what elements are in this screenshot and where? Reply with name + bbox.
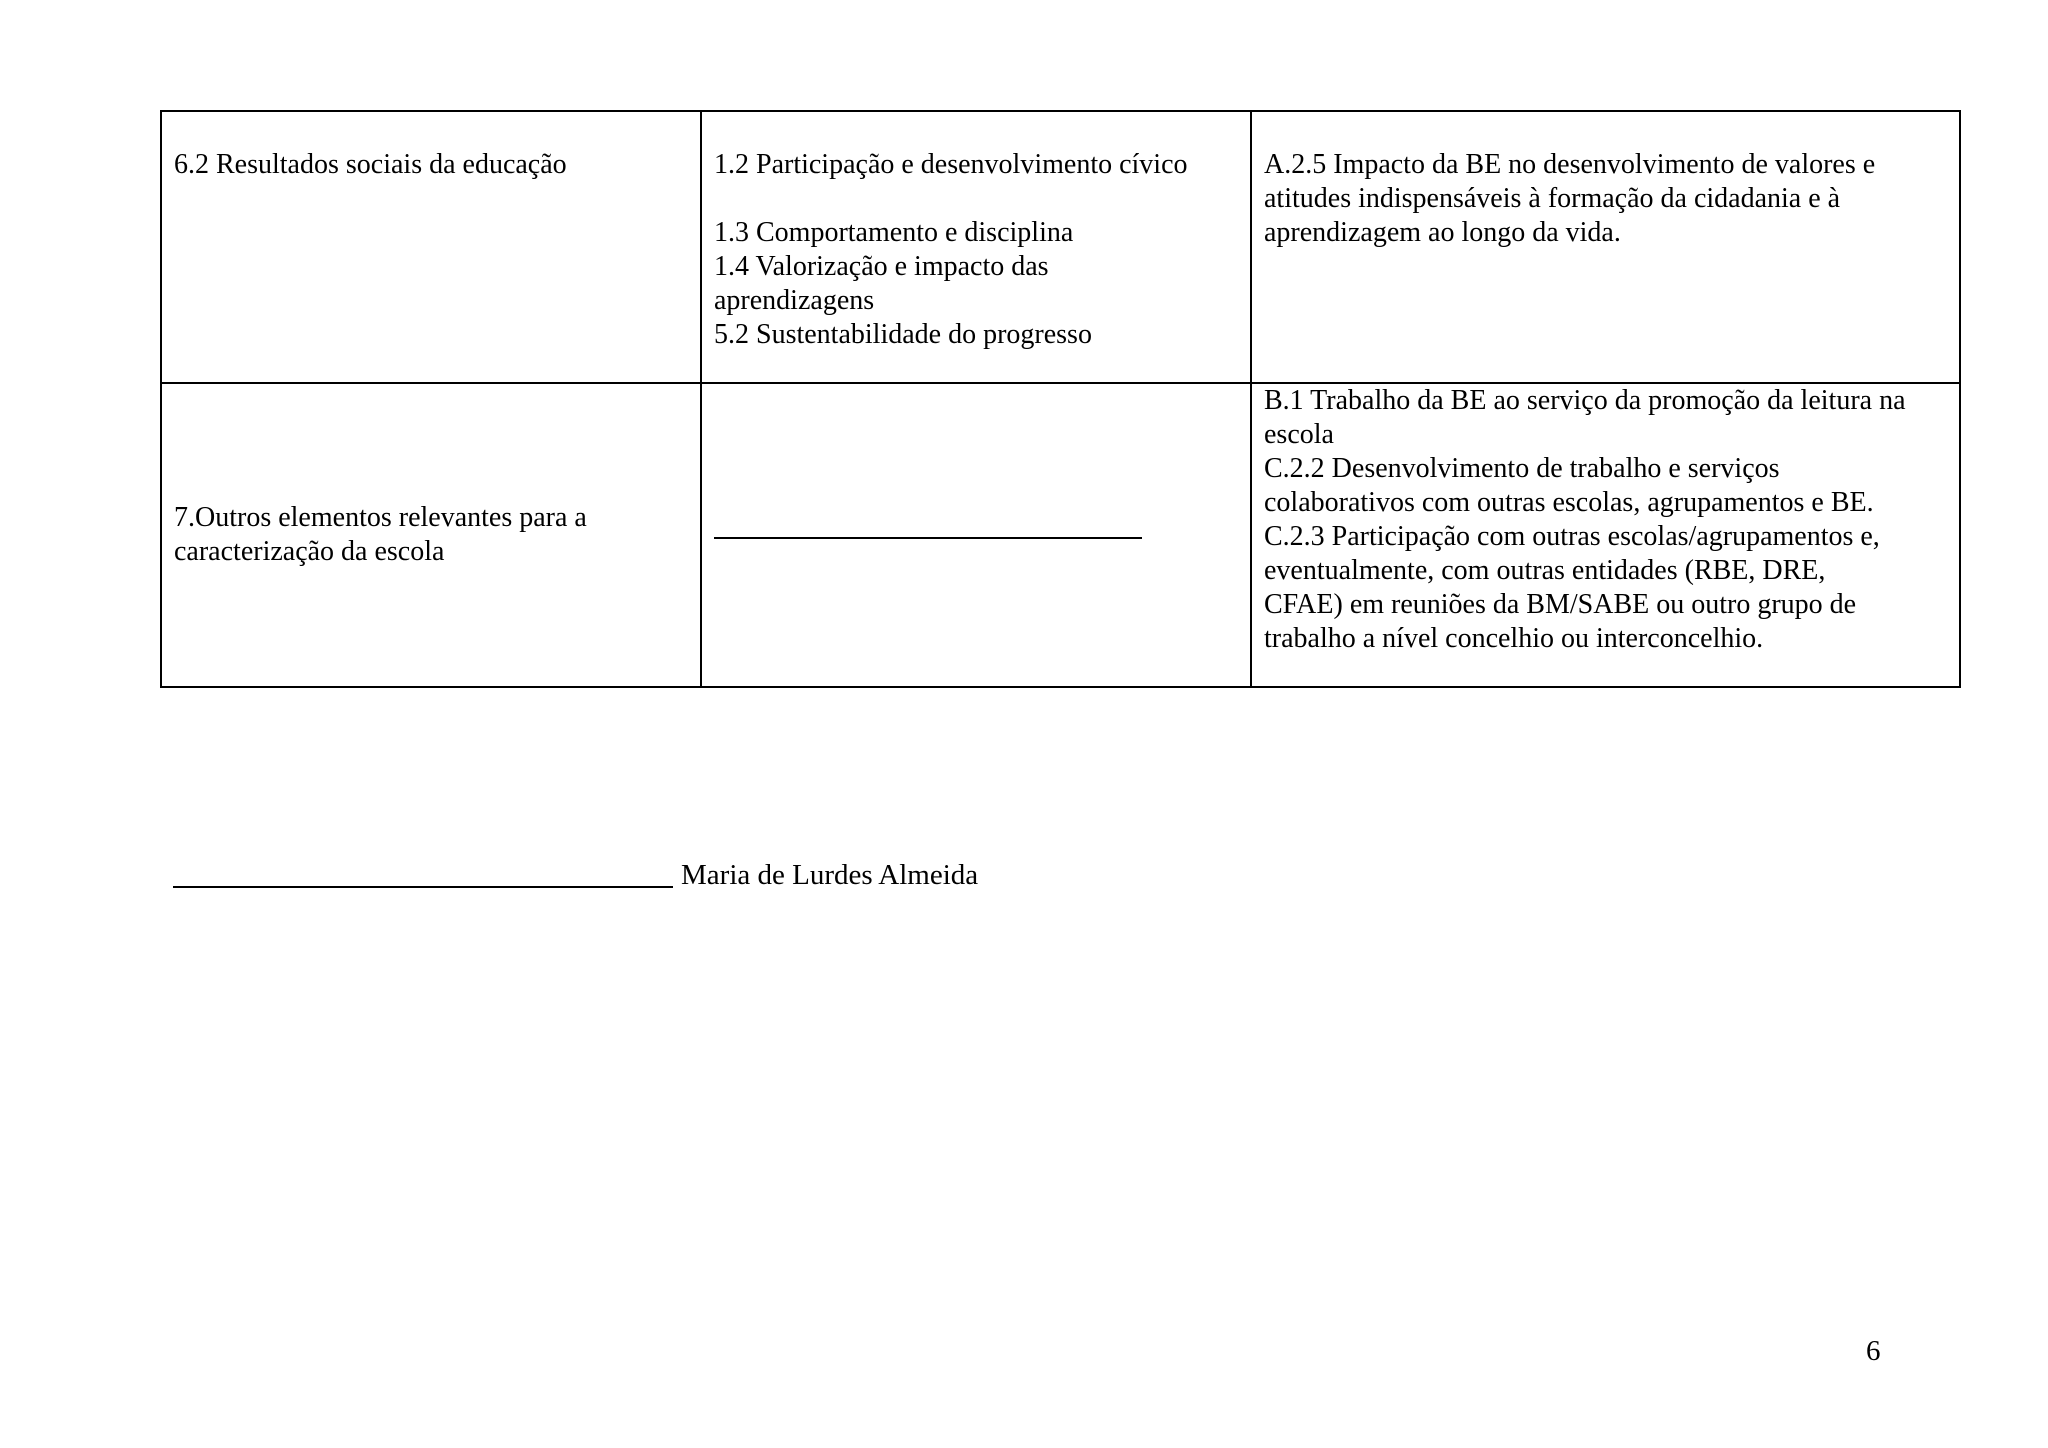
indicators-cell [701,111,1251,383]
cell-line: CFAE) em reuniões da BM/SABE ou outro grupo de [1264,589,1857,620]
cell-line: eventualmente, com outras entidades (RBE, DRE, [1264,555,1826,586]
cell-line: trabalho a nível concelhio ou interconcelhio. [1264,623,1764,654]
cell-line: 7.Outros elementos relevantes para a [174,502,587,533]
cell-line: 5.2 Sustentabilidade do progresso [714,319,1092,350]
cell-line: 6.2 Resultados sociais da educação [174,149,567,180]
cell-line: colaborativos com outras escolas, agrupamentos e BE. [1264,487,1874,518]
cell-line: escola [1264,419,1334,450]
cell-line: C.2.3 Participação com outras escolas/agrupamentos e, [1264,521,1880,552]
signatory-name: Maria de Lurdes Almeida [681,859,979,891]
be-indicators-cell [1251,111,1960,383]
cell-line: caracterização da escola [174,536,445,567]
cell-line: C.2.2 Desenvolvimento de trabalho e serviços [1264,453,1780,484]
table-row [161,383,1960,687]
blank-rule [714,537,1142,539]
domain-cell [161,111,701,383]
signature-block [173,858,978,892]
cell-line: aprendizagem ao longo da vida. [1264,217,1621,248]
be-indicators-cell [1251,383,1960,687]
criteria-table [160,110,1961,688]
cell-line: B.1 Trabalho da BE ao serviço da promoção da leitura na [1264,385,1906,416]
cell-line: aprendizagens [714,285,875,316]
table-row [161,111,1960,383]
cell-spacer [714,182,1238,216]
cell-line: A.2.5 Impacto da BE no desenvolvimento de valores e [1264,149,1876,180]
cell-line: atitudes indispensáveis à formação da cidadania e à [1264,183,1841,214]
page-number: 6 [1866,1335,1881,1367]
cell-line: 1.4 Valorização e impacto das [714,251,1049,282]
cell-line: 1.2 Participação e desenvolvimento cívico [714,149,1188,180]
domain-cell [161,383,701,687]
cell-line: 1.3 Comportamento e disciplina [714,217,1074,248]
signature-line [173,886,673,888]
indicators-cell [701,383,1251,687]
